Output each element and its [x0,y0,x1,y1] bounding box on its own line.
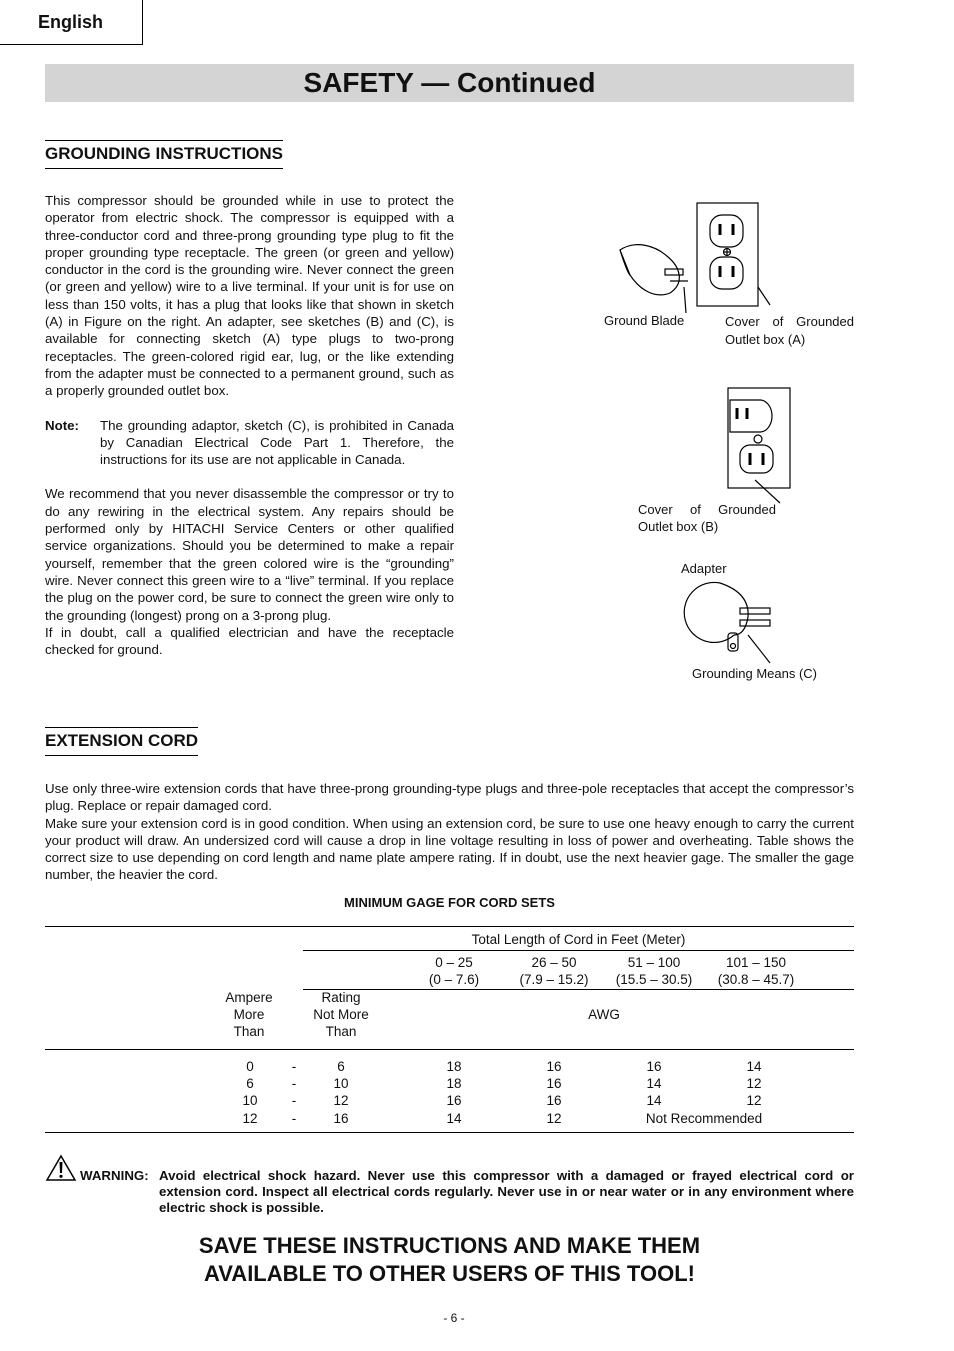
outlet-b-illustration [728,388,790,503]
row-1-awg-3: 16 [646,1059,662,1074]
row-2-awg-1: 18 [446,1076,462,1091]
page-number: - 6 - [443,1311,465,1325]
extension-paragraph-1: Use only three-wire extension cords that have three-prong grounding-type plugs and three-pole receptacles that accept the compressor’s plug. Replace or repair damaged cord. [45,781,854,814]
outlet-a-label-line1: Cover of Grounded [725,314,854,329]
grounding-means-label: Grounding Means (C) [692,666,817,681]
row-3-awg-3: 14 [646,1093,662,1108]
extension-paragraph-2: Make sure your extension cord is in good condition. When using an extension cord, be sure to use one heavy enough to carry the current your product will draw. An undersized cord will cause a drop in line voltage resulting in loss of power and overheating. Table shows the correct size to use depending on cord length and name plate ampere rating. If in doubt, use the next heavier gage. The smaller the gage number, the heavier the cord. [45,815,854,883]
row-2-not-more-than: 10 [333,1076,349,1091]
row-3-not-more-than: 12 [333,1093,349,1108]
rating-header-1: Rating [321,990,361,1005]
ampere-header-1: Ampere [225,990,273,1005]
table-rule-bottom [45,1132,854,1133]
closing-line-1: SAVE THESE INSTRUCTIONS AND MAKE THEM [198,1233,701,1258]
grounding-text [45,192,454,658]
row-1-awg-1: 18 [446,1059,462,1074]
row-3-awg-2: 16 [546,1093,562,1108]
table-rule-top [45,926,854,927]
outlet-a-label-line2: Outlet box (A) [725,332,806,347]
table-rule-length [303,950,854,951]
extension-text [45,780,854,884]
grounding-heading: GROUNDING INSTRUCTIONS [45,140,283,169]
ground-blade-label: Ground Blade [604,313,685,328]
note-label: Note: [45,417,79,433]
range-3-feet: 51 – 100 [627,955,681,970]
row-1-not-more-than: 6 [337,1059,345,1074]
row-4-not-recommended: Not Recommended [645,1111,763,1126]
outlet-b-label-line2: Outlet box (B) [638,519,719,534]
range-1-feet: 0 – 25 [435,955,473,970]
row-3-more-than: 10 [242,1093,258,1108]
row-4-awg-1: 14 [446,1111,462,1126]
range-2-meter: (7.9 – 15.2) [519,972,589,987]
row-4-more-than: 12 [242,1111,258,1126]
table-rule-ranges [303,989,854,990]
outlet-a-illustration [620,203,770,313]
closing-message [45,1232,854,1288]
language-tab: English [0,0,143,45]
warning-label: WARNING: [80,1168,149,1183]
row-4-awg-2: 12 [546,1111,562,1126]
row-4-not-more-than: 16 [333,1111,349,1126]
row-1-more-than: 0 [246,1059,254,1074]
range-4-meter: (30.8 – 45.7) [717,972,795,987]
row-2-awg-2: 16 [546,1076,562,1091]
grounding-note [45,417,454,469]
note-text: The grounding adaptor, sketch (C), is prohibited in Canada by Canadian Electrical Code Part 1. Therefore, the instructions for its use are not applicable in Canada. [100,417,454,468]
ampere-header-2: More [233,1007,265,1022]
row-2-more-than: 6 [246,1076,254,1091]
outlet-b-label-line1: Cover of Grounded [638,502,776,517]
row-3-awg-1: 16 [446,1093,462,1108]
row-2-awg-4: 12 [746,1076,762,1091]
range-4-feet: 101 – 150 [725,955,787,970]
closing-line-2: AVAILABLE TO OTHER USERS OF THIS TOOL! [204,1261,695,1286]
warning-text: Avoid electrical shock hazard. Never use this compressor with a damaged or frayed electrical cord or extension cord. Inspect all electrical cords regularly. Never use in or near water or in any environment where electric shock is possible. [159,1168,854,1215]
rating-header-3: Than [325,1024,357,1039]
table-title: MINIMUM GAGE FOR CORD SETS [344,895,555,910]
grounding-paragraph-2: We recommend that you never disassemble the compressor or try to do any rewiring in the electrical system. Any repairs should be performed only by HITACHI Service Centers or other qualified service organizations. Should you be determined to make a repair yourself, remember that the green colored wire is the “grounding” wire. Never connect this green wire to a “live” terminal. If you replace the plug on the power cord, be sure to connect the green wire only to the grounding (longest) prong on a 3-prong plug. [45,486,454,623]
row-3-dash: - [291,1093,297,1108]
row-1-awg-4: 14 [746,1059,762,1074]
row-3-awg-4: 12 [746,1093,762,1108]
awg-label: AWG [588,1007,620,1022]
table-rule-header [45,1049,854,1050]
warning-icon [45,1154,77,1182]
rating-header-2: Not More [313,1007,369,1022]
adapter-label: Adapter [681,561,727,576]
range-3-meter: (15.5 – 30.5) [615,972,693,987]
ampere-header-3: Than [233,1024,265,1039]
grounding-paragraph-3: If in doubt, call a qualified electrician and have the receptacle checked for ground. [45,624,454,658]
length-header: Total Length of Cord in Feet (Meter) [471,932,686,947]
grounding-paragraph-1: This compressor should be grounded while in use to protect the operator from electric shock. The compressor is equipped with a three-conductor cord and three-prong grounding type plug to fit the proper grounding type receptacle. The green (or green and yellow) conductor in the cord is the grounding wire. Never connect the green (or green and yellow) wire to a live terminal. If your unit is for use on less than 150 volts, it has a plug that looks like that shown in sketch (A) in Figure on the right. An adapter, see sketches (B) and (C), is available for connecting sketch (A) type plugs to two-prong receptacles. The green-colored rigid ear, lug, or the like extending from the adapter must be connected to a permanent ground, such as a properly grounded outlet box. [45,193,454,399]
row-4-dash: - [291,1111,297,1126]
extension-heading: EXTENSION CORD [45,727,198,756]
range-2-feet: 26 – 50 [531,955,577,970]
row-2-awg-3: 14 [646,1076,662,1091]
grounding-figures [600,195,860,695]
row-1-dash: - [291,1059,297,1074]
range-1-meter: (0 – 7.6) [428,972,480,987]
row-1-awg-2: 16 [546,1059,562,1074]
page-title: SAFETY — Continued [45,64,854,102]
adapter-illustration [684,582,770,663]
row-2-dash: - [291,1076,297,1091]
